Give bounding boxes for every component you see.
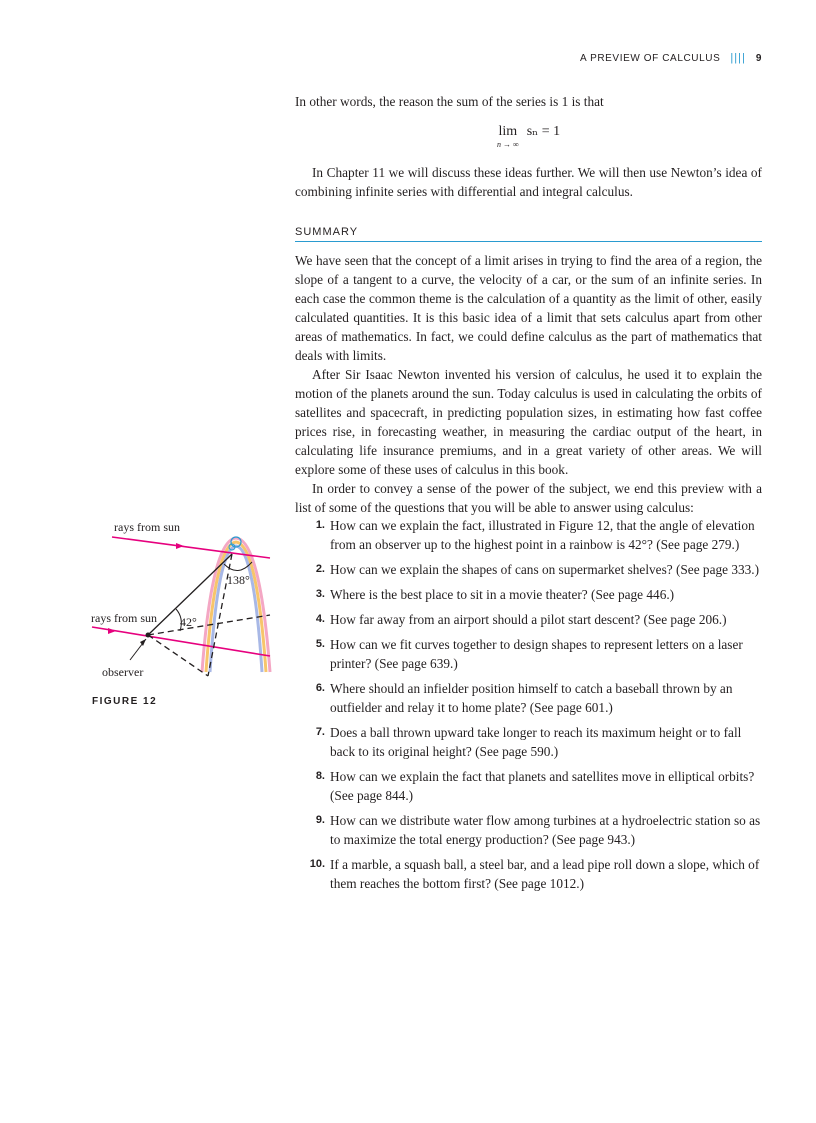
- sun-ray-mid: [92, 627, 270, 656]
- chapter-note-block: [295, 163, 762, 201]
- question-text: Does a ball thrown upward take longer to reach its maximum height or to fall back to its original height? (See page 590.): [330, 725, 742, 759]
- summary-heading: SUMMARY: [295, 226, 762, 242]
- list-item: [295, 516, 762, 554]
- sun-ray-mid-arrow: [108, 628, 116, 634]
- question-number: 1.: [315, 519, 325, 531]
- question-text: How can we explain the fact, illustrated in Figure 12, that the angle of elevation from an observer up to the highest point in a rainbow is 42°? (See page 279.): [330, 518, 755, 552]
- list-item: [295, 811, 762, 849]
- limit-operator: [497, 124, 519, 149]
- summary-body: [295, 251, 762, 517]
- lim-word: lim: [498, 124, 518, 139]
- label-angle-42: 42°: [180, 615, 197, 629]
- summary-paragraph-1: We have seen that the concept of a limit arises in trying to find the area of a region, the slope of a tangent to a curve, the velocity of a car, or the sum of an infinite series. In each case the common theme is the calculation of a quantity as the limit of other, easily calculated quantities. It is this basic idea of a limit that sets calculus apart from other areas of mathematics. In fact, we could define calculus as the part of mathematics that deals with limits.: [295, 253, 762, 363]
- question-text: How can we fit curves together to design shapes to represent letters on a laser printer? (See page 639.): [330, 637, 743, 671]
- question-text: How can we distribute water flow among turbines at a hydroelectric station so as to maximize the total energy production? (See page 943.): [330, 813, 761, 847]
- list-item: [295, 610, 762, 629]
- label-angle-138: 138°: [227, 573, 250, 587]
- question-number: 5.: [315, 638, 325, 650]
- label-observer: observer: [102, 665, 144, 679]
- question-number: 9.: [315, 814, 325, 826]
- question-text: Where should an infielder position himself to catch a baseball thrown by an outfielder and relay it to home plate? (See page 601.): [330, 681, 733, 715]
- question-text: How can we explain the fact that planets and satellites move in elliptical orbits? (See page 844.): [330, 769, 755, 803]
- question-text: Where is the best place to sit in a movie theater? (See page 446.): [330, 587, 675, 602]
- question-number: 6.: [315, 682, 325, 694]
- questions-list: [295, 516, 762, 899]
- list-item: [295, 635, 762, 673]
- list-item: [295, 855, 762, 893]
- rainbow-figure: [84, 520, 284, 690]
- running-head: [580, 52, 762, 64]
- chapter-note: In Chapter 11 we will discuss these ideas further. We will then use Newton’s idea of combining infinite series with differential and integral calculus.: [295, 165, 762, 199]
- question-text: How can we explain the shapes of cans on supermarket shelves? (See page 333.): [330, 562, 760, 577]
- summary-paragraph-3: In order to convey a sense of the power of the subject, we end this preview with a list of some of the questions that you will be able to answer using calculus:: [295, 481, 762, 515]
- label-rays-top: rays from sun: [114, 520, 180, 534]
- observer-dot: [146, 633, 151, 638]
- figure-caption: FIGURE 12: [92, 696, 158, 707]
- list-item: [295, 679, 762, 717]
- question-number: 2.: [315, 563, 325, 575]
- question-number: 8.: [315, 770, 325, 782]
- sun-ray-top-arrow: [176, 543, 184, 549]
- question-number: 3.: [315, 588, 325, 600]
- page-number: 9: [755, 52, 762, 64]
- lim-subscript: n → ∞: [497, 140, 519, 149]
- intro-line: In other words, the reason the sum of the series is 1 is that: [295, 94, 604, 109]
- list-item: [295, 585, 762, 604]
- list-item: [295, 767, 762, 805]
- limit-formula: [497, 124, 560, 149]
- intro-block: [295, 92, 762, 111]
- summary-paragraph-2: After Sir Isaac Newton invented his version of calculus, he used it to explain the motion of the planets around the sun. Today calculus is used in calculating the orbits of satellites and spacecraft, in predicting population sizes, in estimating how fast coffee prices rise, in forecasting weather, in measuring the cardiac output of the heart, in calculating life insurance premiums, and in a great variety of other areas. We will explore some of these uses of calculus in this book.: [295, 367, 762, 477]
- question-text: If a marble, a squash ball, a steel bar, and a lead pipe roll down a slope, which of them reaches the bottom first? (See page 1012.): [330, 857, 760, 891]
- question-number: 7.: [315, 726, 325, 738]
- question-number: 10.: [309, 858, 325, 870]
- separator-bars: ||||: [730, 52, 746, 64]
- label-rays-mid: rays from sun: [91, 611, 157, 625]
- question-text: How far away from an airport should a pilot start descent? (See page 206.): [330, 612, 727, 627]
- question-number: 4.: [315, 613, 325, 625]
- running-title: A PREVIEW OF CALCULUS: [579, 52, 721, 64]
- list-item: [295, 723, 762, 761]
- list-item: [295, 560, 762, 579]
- limit-expression: sₙ = 1: [526, 124, 561, 139]
